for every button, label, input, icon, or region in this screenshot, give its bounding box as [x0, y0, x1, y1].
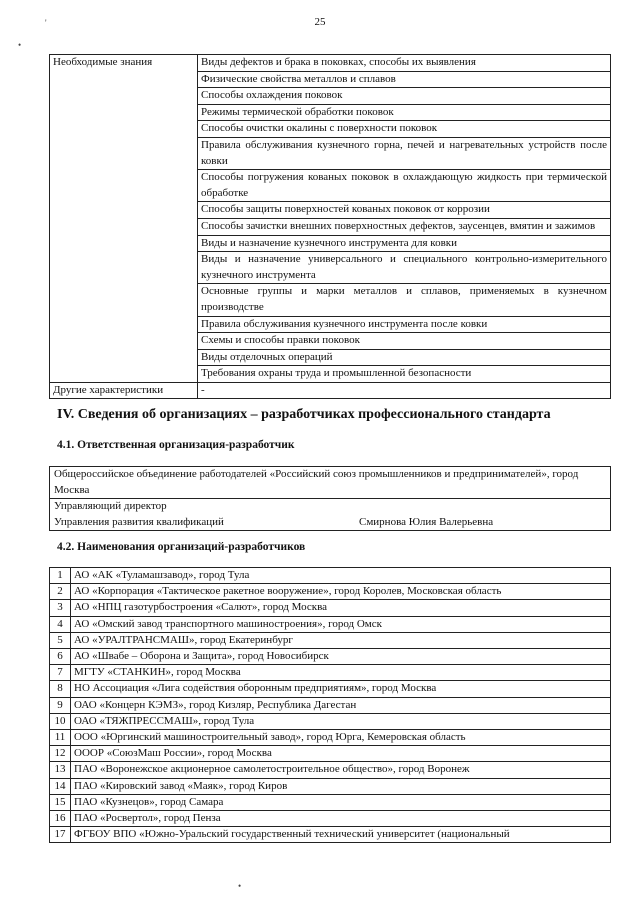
developer-name: ООО «Юргинский машиностроительный завод», город Юрга, Кемеровская область: [71, 730, 611, 746]
developer-name: ОАО «ТЯЖПРЕССМАШ», город Тула: [71, 713, 611, 729]
developer-name: ПАО «Кузнецов», город Самара: [71, 794, 611, 810]
developer-name: ПАО «Воронежское акционерное самолетостроительное общество», город Воронеж: [71, 762, 611, 778]
developer-name: АО «Омский завод транспортного машиностроения», город Омск: [71, 616, 611, 632]
page-number: 25: [314, 16, 326, 28]
skills-item: Способы зачистки внешних поверхностных дефектов, заусенцев, вмятин и зажимов: [198, 218, 611, 235]
skills-row: [50, 382, 611, 399]
developer-number: 4: [50, 616, 71, 632]
developer-row: [50, 697, 611, 713]
developer-name: ПАО «Кировский завод «Маяк», город Киров: [71, 778, 611, 794]
skills-table: [49, 54, 611, 399]
developer-name: АО «Швабе – Оборона и Защита», город Новосибирск: [71, 649, 611, 665]
developer-row: [50, 616, 611, 632]
skills-item: Физические свойства металлов и сплавов: [198, 71, 611, 88]
developer-number: 16: [50, 811, 71, 827]
developer-row: [50, 827, 611, 843]
developer-row: [50, 713, 611, 729]
developers-table: [49, 567, 611, 843]
skills-item: Правила обслуживания кузнечного инструмента после ковки: [198, 316, 611, 333]
skills-item: -: [198, 382, 611, 399]
developer-number: 12: [50, 746, 71, 762]
developer-number: 3: [50, 600, 71, 616]
developer-name: АО «Корпорация «Тактическое ракетное вооружение», город Королев, Московская область: [71, 584, 611, 600]
person-name: Смирнова Юлия Валерьевна: [359, 515, 494, 528]
skills-item: Требования охраны труда и промышленной безопасности: [198, 366, 611, 383]
developer-name: ОООР «СоюзМаш России», город Москва: [71, 746, 611, 762]
developer-number: 2: [50, 584, 71, 600]
developer-number: 17: [50, 827, 71, 843]
developer-name: АО «УРАЛТРАНСМАШ», город Екатеринбург: [71, 632, 611, 648]
skills-item: Виды и назначение кузнечного инструмента для ковки: [198, 235, 611, 252]
developer-number: 7: [50, 665, 71, 681]
developer-number: 9: [50, 697, 71, 713]
developer-row: [50, 568, 611, 584]
developer-row: [50, 681, 611, 697]
developer-number: 5: [50, 632, 71, 648]
developer-row: [50, 762, 611, 778]
section-title: IV. Сведения об организациях – разработчиках профессионального стандарта: [57, 407, 551, 422]
developer-name: МГТУ «СТАНКИН», город Москва: [71, 665, 611, 681]
developer-row: [50, 584, 611, 600]
developer-row: [50, 730, 611, 746]
stray-mark: •: [238, 881, 242, 891]
stray-mark: •: [18, 40, 22, 50]
developer-name: АО «НПЦ газотурбостроения «Салют», город Москва: [71, 600, 611, 616]
responsible-org-name: Общероссийское объединение работодателей «Российский союз промышленников и предпринимателей», город Москва: [50, 467, 611, 499]
skills-item: Правила обслуживания кузнечного горна, печей и нагревательных устройств после ковки: [198, 137, 611, 169]
skills-item: Виды дефектов и брака в поковках, способы их выявления: [198, 55, 611, 72]
skills-row-label: Другие характеристики: [50, 382, 198, 399]
developer-row: [50, 794, 611, 810]
developer-row: [50, 649, 611, 665]
skills-item: Виды и назначение универсального и специального контрольно-измерительного кузнечного инструмента: [198, 252, 611, 284]
skills-item: Схемы и способы правки поковок: [198, 333, 611, 350]
skills-item: Виды отделочных операций: [198, 349, 611, 366]
skills-item: Способы защиты поверхностей кованых поковок от коррозии: [198, 202, 611, 219]
skills-item: Способы охлаждения поковок: [198, 88, 611, 105]
developer-number: 11: [50, 730, 71, 746]
developer-row: [50, 665, 611, 681]
developer-row: [50, 746, 611, 762]
developer-number: 15: [50, 794, 71, 810]
skills-row-label: Необходимые знания: [50, 55, 198, 383]
position-line-1: Управляющий директор: [54, 500, 167, 513]
developer-number: 6: [50, 649, 71, 665]
developer-number: 10: [50, 713, 71, 729]
stray-mark: ': [45, 18, 47, 28]
skills-item: Способы погружения кованых поковок в охлаждающую жидкость при термической обработке: [198, 170, 611, 202]
developer-name: НО Ассоциация «Лига содействия оборонным предприятиям», город Москва: [71, 681, 611, 697]
developer-name: АО «АК «Туламашзавод», город Тула: [71, 568, 611, 584]
developer-name: ФГБОУ ВПО «Южно-Уральский государственный технический университет (национальный: [71, 827, 611, 843]
developers-title: 4.2. Наименования организаций-разработчиков: [57, 541, 306, 553]
skills-item: Основные группы и марки металлов и сплавов, применяемых в кузнечном производстве: [198, 284, 611, 316]
developer-row: [50, 811, 611, 827]
responsible-person-cell: [50, 499, 611, 531]
developer-number: 14: [50, 778, 71, 794]
developer-row: [50, 778, 611, 794]
skills-item: Режимы термической обработки поковок: [198, 104, 611, 121]
responsible-org-table: [49, 466, 611, 531]
skills-item: Способы очистки окалины с поверхности поковок: [198, 121, 611, 138]
responsible-org-title: 4.1. Ответственная организация-разработчик: [57, 439, 295, 451]
developer-number: 8: [50, 681, 71, 697]
skills-row: [50, 55, 611, 72]
developer-name: ПАО «Росвертол», город Пенза: [71, 811, 611, 827]
developer-name: ОАО «Концерн КЭМЗ», город Кизляр, Республика Дагестан: [71, 697, 611, 713]
developer-row: [50, 600, 611, 616]
position-line-2: Управления развития квалификаций: [54, 515, 224, 528]
developer-number: 1: [50, 568, 71, 584]
developer-number: 13: [50, 762, 71, 778]
developer-row: [50, 632, 611, 648]
